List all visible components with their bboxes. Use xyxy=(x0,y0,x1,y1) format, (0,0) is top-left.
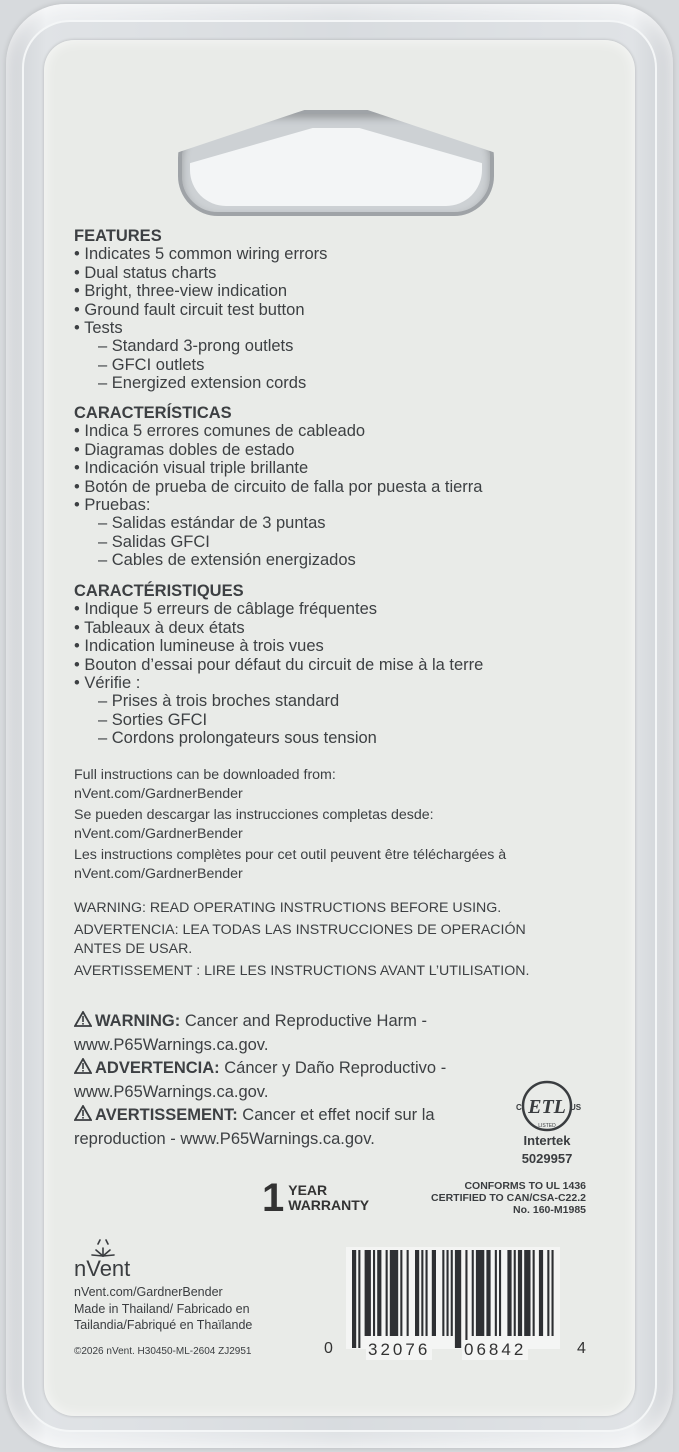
barcode-bar xyxy=(518,1250,522,1336)
caracteristica-subitem: – Cables de extensión energizados xyxy=(74,551,482,569)
caracteristica-subitem: – Salidas GFCI xyxy=(74,533,482,551)
warranty-line2: WARRANTY xyxy=(288,1197,370,1213)
barcode-bar xyxy=(524,1250,530,1336)
caracteristique-item: • Indication lumineuse à trois vues xyxy=(74,637,483,655)
nvent-logo-icon xyxy=(74,1236,144,1258)
instructions-fr: Les instructions complètes pour cet outil peuvent être téléchargées à xyxy=(74,847,507,863)
feature-item: • Indicates 5 common wiring errors xyxy=(74,245,327,263)
barcode-bar xyxy=(514,1250,516,1336)
barcode-right-group: 06842 xyxy=(464,1340,527,1359)
barcode-bar xyxy=(499,1250,501,1336)
p65-warning-fr xyxy=(74,1104,494,1128)
warning-triangle-icon xyxy=(74,1011,92,1027)
brand-info xyxy=(74,1284,252,1334)
p65-url-fr: reproduction - www.P65Warnings.ca.gov. xyxy=(74,1129,375,1148)
caracteristica-subitem: – Salidas estándar de 3 puntas xyxy=(74,514,482,532)
intertek-name: Intertek xyxy=(523,1133,571,1148)
brand-name: nVent xyxy=(74,1256,131,1281)
caracteristique-subitem: – Cordons prolongateurs sous tension xyxy=(74,729,483,747)
made-in-line1: Made in Thailand/ Fabricado en xyxy=(74,1301,250,1316)
barcode-bar xyxy=(472,1250,474,1336)
barcode-bar xyxy=(455,1250,461,1348)
feature-item: • Dual status charts xyxy=(74,264,327,282)
etl-listed-text: LISTED xyxy=(538,1123,556,1129)
intertek-number: 5029957 xyxy=(521,1151,573,1166)
caracteristicas-heading: CARACTERÍSTICAS xyxy=(74,404,232,422)
instructions-en: Full instructions can be downloaded from: xyxy=(74,767,336,783)
instructions-en-url: nVent.com/GardnerBender xyxy=(74,786,243,802)
barcode-bar xyxy=(390,1250,398,1336)
barcode-bar xyxy=(386,1250,388,1336)
barcode-bar xyxy=(447,1250,449,1336)
etl-text: ETL xyxy=(528,1096,566,1118)
caracteristica-item: • Pruebas: xyxy=(74,496,482,514)
barcode-bar xyxy=(365,1250,371,1336)
feature-item: • Tests xyxy=(74,319,327,337)
caracteristique-item: • Bouton d’essai pour défaut du circuit de mise à la terre xyxy=(74,656,483,674)
caracteristiques-section xyxy=(74,582,483,748)
features-heading: FEATURES xyxy=(74,227,162,245)
barcode-bar xyxy=(442,1250,444,1336)
barcode-bar xyxy=(415,1250,419,1336)
caracteristica-item: • Indicación visual triple brillante xyxy=(74,459,482,477)
feature-item: • Bright, three-view indication xyxy=(74,282,327,300)
caracteristique-item: • Vérifie : xyxy=(74,674,483,692)
operating-warning-fr: AVERTISSEMENT : LIRE LES INSTRUCTIONS AVANT L’UTILISATION. xyxy=(74,963,530,979)
barcode-bar xyxy=(373,1250,375,1336)
instructions-es-url: nVent.com/GardnerBender xyxy=(74,826,243,842)
barcode-bar xyxy=(533,1250,535,1336)
p65-url-en: www.P65Warnings.ca.gov. xyxy=(74,1035,269,1054)
p65-label-fr: AVERTISSEMENT: xyxy=(95,1106,238,1124)
caracteristique-subitem: – Prises à trois broches standard xyxy=(74,692,483,710)
p65-warnings xyxy=(74,1010,494,1151)
p65-text-en: Cancer and Reproductive Harm - xyxy=(180,1012,427,1030)
made-in-line2: Tailandia/Fabriqué en Thaïlande xyxy=(74,1318,253,1332)
caracteristique-subitem: – Sorties GFCI xyxy=(74,711,483,729)
barcode-icon xyxy=(346,1250,560,1348)
caracteristicas-section xyxy=(74,404,482,570)
barcode-bar xyxy=(432,1250,436,1336)
instructions-block xyxy=(74,766,506,884)
p65-label-en: WARNING: xyxy=(95,1012,181,1030)
operating-warning-en: WARNING: READ OPERATING INSTRUCTIONS BEFORE USING. xyxy=(74,900,502,916)
conforms-line2: CERTIFIED TO CAN/CSA-C22.2 xyxy=(431,1192,586,1204)
barcode-bar xyxy=(358,1250,360,1348)
caracteristica-item: • Botón de prueba de circuito de falla por puesta a tierra xyxy=(74,478,482,496)
barcode-left-group: 32076 xyxy=(368,1340,431,1359)
warranty-line1: YEAR xyxy=(288,1182,328,1198)
barcode-bar xyxy=(400,1250,402,1336)
intertek-label xyxy=(512,1132,582,1168)
features-section xyxy=(74,227,327,393)
barcode-bar xyxy=(539,1250,543,1336)
conforms-line3: No. 160-M1985 xyxy=(513,1204,586,1216)
instructions-es: Se pueden descargar las instrucciones completas desde: xyxy=(74,807,434,823)
caracteristique-item: • Tableaux à deux états xyxy=(74,619,483,637)
barcode-bar xyxy=(507,1250,511,1336)
warranty-number: 1 xyxy=(262,1176,285,1220)
caracteristiques-heading: CARACTÉRISTIQUES xyxy=(74,582,244,600)
p65-text-es: Cáncer y Daño Reproductivo - xyxy=(219,1059,447,1077)
barcode-bar xyxy=(486,1250,490,1336)
etl-us-text: US xyxy=(570,1103,582,1112)
warranty-words xyxy=(288,1183,369,1213)
caracteristique-item: • Indique 5 erreurs de câblage fréquentes xyxy=(74,600,483,618)
warning-triangle-icon xyxy=(74,1105,92,1121)
barcode-check-digit: 4 xyxy=(577,1340,586,1357)
barcode-bar xyxy=(407,1250,409,1336)
warranty-badge xyxy=(262,1176,370,1220)
barcode-bar xyxy=(421,1250,423,1336)
barcode-bar xyxy=(465,1250,467,1348)
barcode-first-digit: 0 xyxy=(324,1340,333,1357)
caracteristica-item: • Diagramas dobles de estado xyxy=(74,441,482,459)
barcode-bar xyxy=(352,1250,356,1348)
etl-c-text: C xyxy=(516,1103,522,1112)
feature-subitem: – Energized extension cords xyxy=(74,374,327,392)
barcode-bar xyxy=(495,1250,497,1336)
feature-subitem: – GFCI outlets xyxy=(74,356,327,374)
operating-warning-es-2: ANTES DE USAR. xyxy=(74,941,193,957)
operating-warning-es: ADVERTENCIA: LEA TODAS LAS INSTRUCCIONES DE OPERACIÓN xyxy=(74,922,526,938)
barcode-bar xyxy=(552,1250,554,1336)
barcode-bar xyxy=(426,1250,428,1336)
barcode-bar xyxy=(547,1250,549,1336)
p65-warning-es xyxy=(74,1057,494,1081)
p65-warning-en xyxy=(74,1010,494,1034)
brand-url: nVent.com/GardnerBender xyxy=(74,1285,223,1299)
warning-triangle-icon xyxy=(74,1058,92,1074)
feature-subitem: – Standard 3-prong outlets xyxy=(74,337,327,355)
caracteristica-item: • Indica 5 errores comunes de cableado xyxy=(74,422,482,440)
conforms-line1: CONFORMS TO UL 1436 xyxy=(464,1180,586,1192)
p65-text-fr: Cancer et effet nocif sur la xyxy=(237,1106,435,1124)
instructions-fr-url: nVent.com/GardnerBender xyxy=(74,866,243,882)
barcode-bar xyxy=(476,1250,484,1336)
operating-warnings xyxy=(74,899,529,981)
p65-label-es: ADVERTENCIA: xyxy=(95,1059,220,1077)
p65-url-es: www.P65Warnings.ca.gov. xyxy=(74,1082,269,1101)
copyright-text: ©2026 nVent. H30450-ML-2604 ZJ2951 xyxy=(74,1346,252,1357)
barcode-bar xyxy=(451,1250,453,1336)
barcode-bar xyxy=(377,1250,381,1336)
feature-item: • Ground fault circuit test button xyxy=(74,301,327,319)
conformance-text xyxy=(420,1180,586,1216)
